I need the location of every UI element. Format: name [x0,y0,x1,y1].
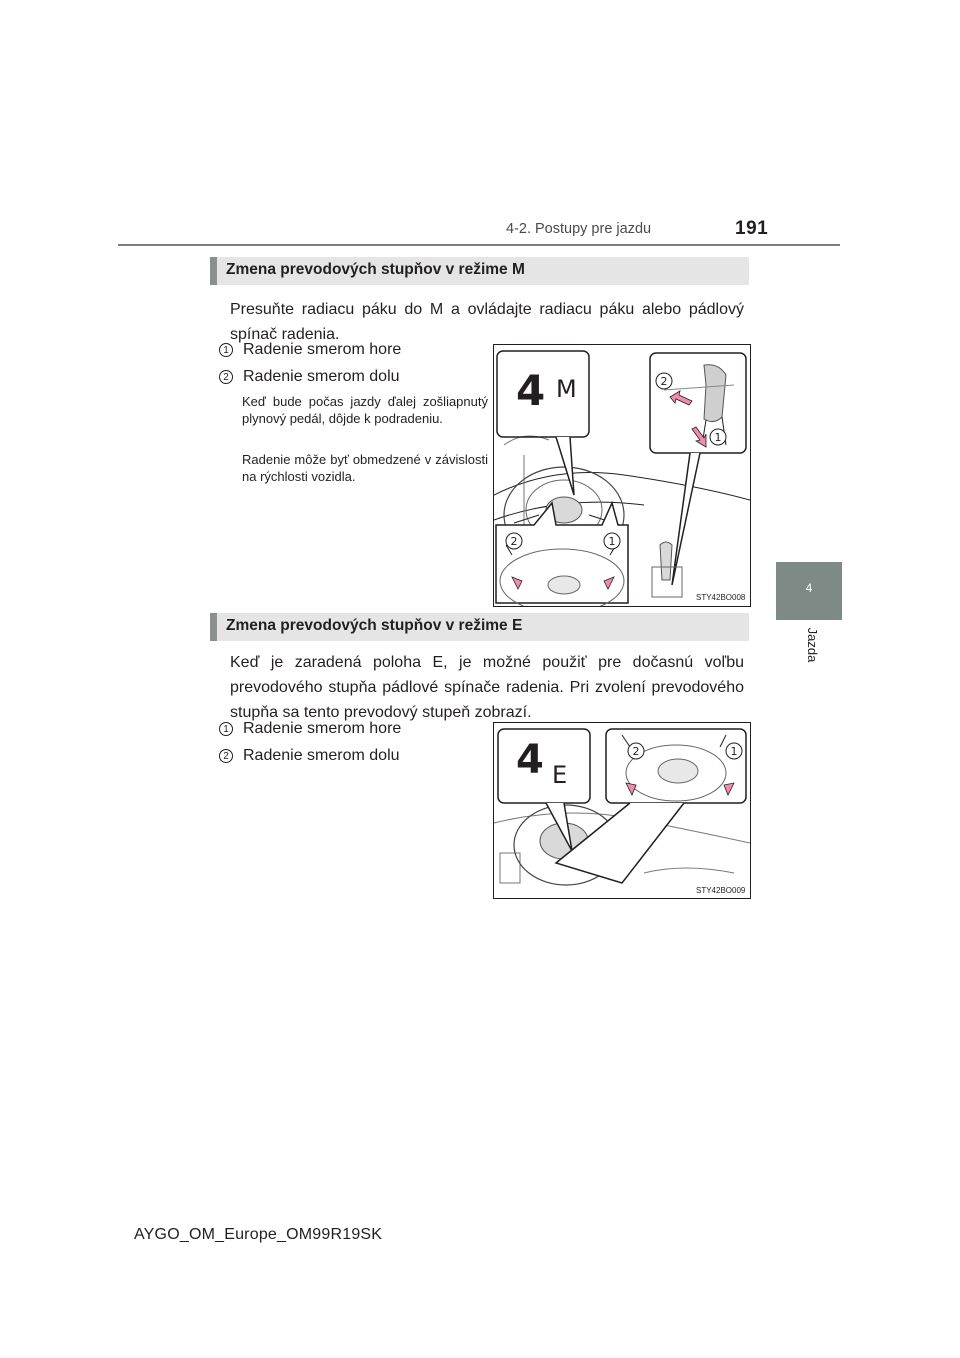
number-circle: 2 [219,749,233,763]
illustration-e-mode [494,723,750,898]
figure-code: STY42BO009 [696,886,746,895]
chapter-tab[interactable]: 4 [776,562,842,620]
display-mode: E [552,761,568,789]
header-rule [118,244,840,246]
page-number: 191 [735,218,769,239]
number-circle: 2 [219,370,233,384]
callout-number: 2 [510,535,518,548]
number-circle: 1 [219,722,233,736]
list-item [219,367,400,387]
figure-e-mode [493,722,751,899]
figure-code: STY42BO008 [696,593,746,602]
section-title: 4-2. Postupy pre jazdu [506,221,652,237]
callout-number: 1 [608,535,616,548]
figure-m-mode [493,344,751,607]
callout-number: 2 [660,375,668,388]
display-mode: M [556,375,577,403]
list-item [219,340,401,360]
section-heading-e-mode: Zmena prevodových stupňov v režime E [210,613,749,641]
list-item-text: Radenie smerom hore [243,720,402,737]
list-item [219,746,400,766]
intro-paragraph-m-mode: Presuňte radiacu páku do M a ovládajte radiacu páku alebo pádlový spínač radenia. [230,301,744,343]
intro-paragraph-e-mode: Keď je zaradená poloha E, je možné použiť pre dočasnú voľbu prevodového stupňa pádlové spínače radenia. Pri zvolení prevodového stupňa sa tento prevodový stupeň zobrazí. [230,654,744,721]
display-gear: 4 [516,737,544,783]
number-circle: 1 [219,343,233,357]
callout-number: 2 [632,745,640,758]
footer-document-id: AYGO_OM_Europe_OM99R19SK [134,1226,383,1243]
display-gear: 4 [516,366,546,415]
list-item-text: Radenie smerom dolu [243,368,400,385]
callout-number: 1 [714,431,722,444]
illustration-m-mode [494,345,750,606]
list-item-text: Radenie smerom hore [243,341,402,358]
callout-number: 1 [730,745,738,758]
list-item-text: Radenie smerom dolu [243,747,400,764]
note-text: Keď bude počas jazdy ďalej zošliapnutý plynový pedál, dôjde k podradeniu. [242,394,488,426]
note-text: Radenie môže byť obmedzené v závislosti na rýchlosti vozidla. [242,452,488,484]
list-item [219,719,401,739]
chapter-label: Jazda [805,627,820,663]
section-heading-m-mode: Zmena prevodových stupňov v režime M [210,257,749,285]
